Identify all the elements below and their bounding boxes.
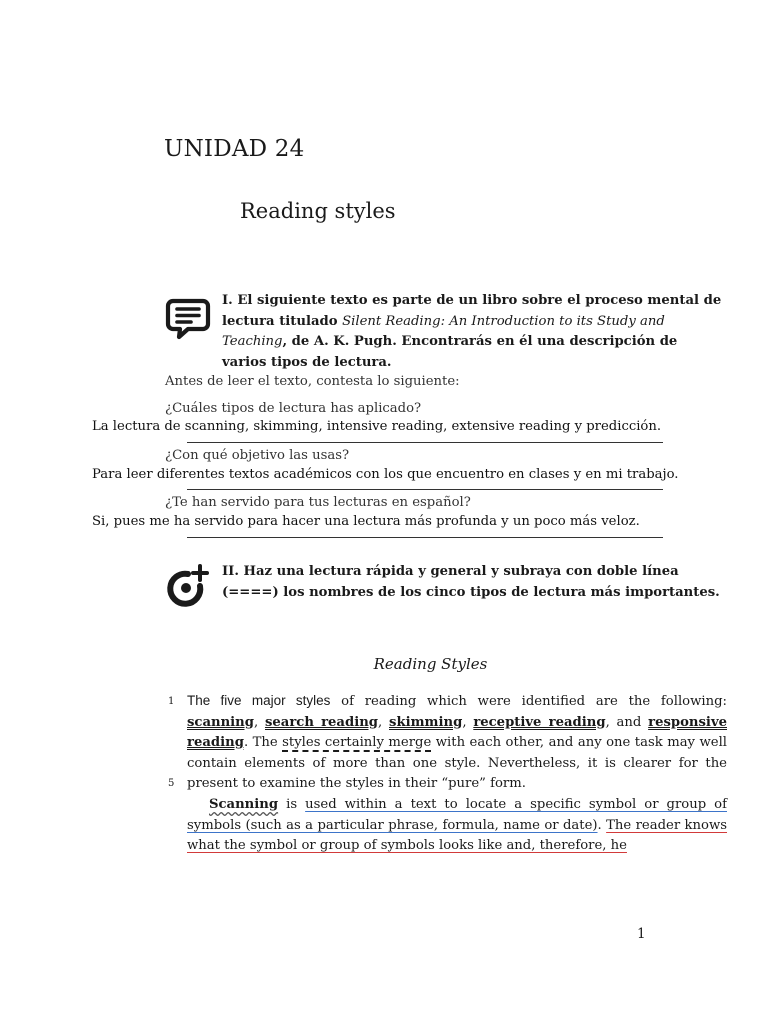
page-subtitle: Reading styles <box>240 199 396 223</box>
answer-line <box>187 489 663 490</box>
reading-style-term: scanning <box>187 714 254 730</box>
reading-style-term: skimming <box>389 714 463 730</box>
question-2: ¿Con qué objetivo las usas? <box>165 448 350 463</box>
exercise-1-instruction: I. El siguiente texto es parte de un libro sobre el proceso mental de lectura titulado Silent Reading: An Introduction to its Study and Teaching, de A. K. Pugh. Encontrarás en él una descripción de varios tipos de lectura. <box>222 293 722 370</box>
reading-style-term: receptive reading <box>473 714 606 730</box>
question-3: ¿Te han servido para tus lecturas en español? <box>165 495 471 510</box>
exercise-2-instruction: II. Haz una lectura rápida y general y subraya con doble línea (====) los nombres de los cinco tipos de lectura más importantes. <box>222 564 720 600</box>
article-title: Reading Styles <box>373 655 488 673</box>
answer-2[interactable]: Para leer diferentes textos académicos con los que encuentro en clases y en mi trabajo. <box>92 467 679 482</box>
reading-style-term: search reading <box>264 714 379 730</box>
speech-bubble-icon <box>164 295 212 343</box>
scanning-term: Scanning <box>209 797 279 812</box>
article-paragraph-2: Scanning is used within a text to locate a specific symbol or group of symbols (such as a particular phrase, formula, name or date). The reader knows what the symbol or group of symbols looks like and, therefore, he <box>187 797 728 853</box>
line-number: 5 <box>168 778 175 789</box>
answer-line <box>187 537 663 538</box>
pre-reading-prompt: Antes de leer el texto, contesta lo siguiente: <box>165 374 460 389</box>
article-paragraph-1: The five major styles of reading which were identified are the following: scanning, search reading, skimming, receptive reading, and responsive reading. The styles certainly merge with each other, and any one task may well contain elements of more than one style. Nevertheless, it is clearer for the present to examine the styles in their “pure” form. <box>187 693 728 791</box>
reading-style-term: responsive reading <box>187 714 727 750</box>
unit-title: UNIDAD 24 <box>164 136 305 162</box>
question-1: ¿Cuáles tipos de lectura has aplicado? <box>165 401 422 416</box>
line-number: 1 <box>168 696 175 707</box>
book-title: Silent Reading: An Introduction to its Study and Teaching <box>222 313 665 349</box>
page-number: 1 <box>637 926 646 942</box>
blue-underline: used within a text to locate a specific symbol or group of symbols (such as a particular phrase, formula, name or date) <box>187 797 727 833</box>
answer-line <box>187 442 663 443</box>
red-underline: The reader knows what the symbol or group of symbols looks like and, therefore, he <box>187 817 728 853</box>
add-target-icon <box>164 562 212 610</box>
dashed-underline: styles certainly merge <box>282 735 432 750</box>
answer-1[interactable]: La lectura de scanning, skimming, intensive reading, extensive reading y predicción. <box>92 419 662 434</box>
answer-3[interactable]: Si, pues me ha servido para hacer una lectura más profunda y un poco más veloz. <box>92 514 640 529</box>
